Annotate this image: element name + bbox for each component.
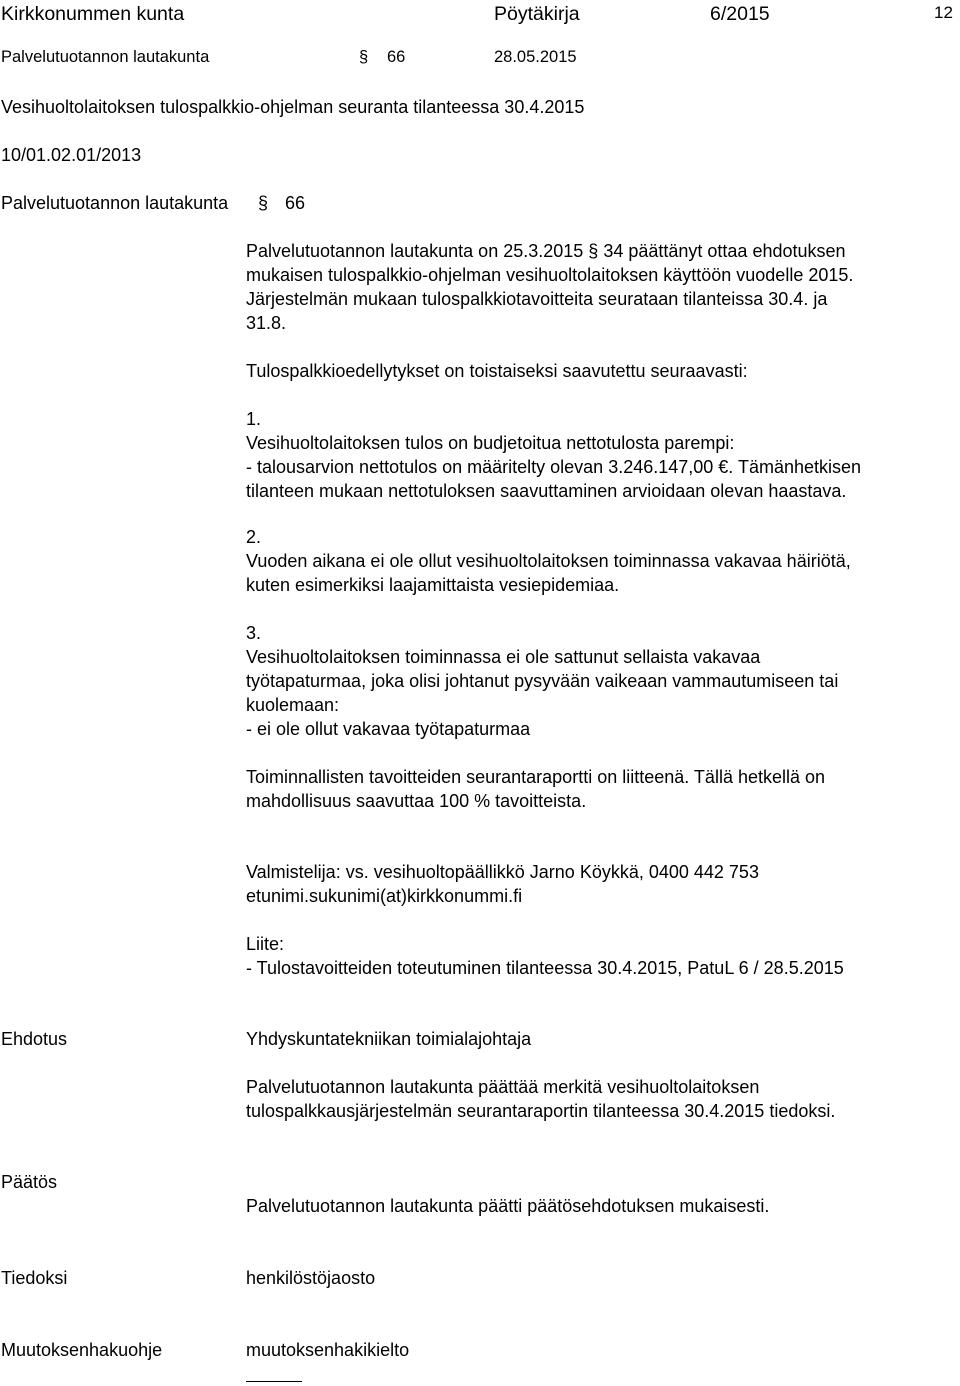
page-title: Vesihuoltolaitoksen tulospalkkio-ohjelman seuranta tilanteessa 30.4.2015	[1, 97, 585, 117]
item-line: työtapaturmaa, joka olisi johtanut pysyvään vaikeaan vammautumiseen tai	[246, 671, 839, 691]
info-label: Tiedoksi	[1, 1268, 68, 1288]
intro-line-2: mukaisen tulospalkkio-ohjelman vesihuoltolaitoksen käyttöön vuodelle 2015.	[246, 265, 854, 285]
section-symbol-icon: §	[588, 241, 599, 261]
municipality-name: Kirkkonummen kunta	[1, 3, 185, 25]
header-date: 28.05.2015	[494, 48, 577, 66]
item-number: 1.	[246, 409, 262, 429]
section-symbol-icon: §	[258, 193, 269, 213]
item-line: tilanteen mukaan nettotuloksen saavuttaminen arvioidaan olevan haastava.	[246, 481, 847, 501]
item-line: Vesihuoltolaitoksen toiminnassa ei ole sattunut sellaista vakavaa	[246, 647, 761, 667]
item-line: - talousarvion nettotulos on määritelty olevan 3.246.147,00 €. Tämänhetkisen	[246, 457, 862, 477]
proposal-author: Yhdyskuntatekniikan toimialajohtaja	[246, 1029, 532, 1049]
item-line: Vesihuoltolaitoksen tulos on budjetoitua nettotulosta parempi:	[246, 433, 735, 453]
section-symbol-icon: §	[359, 48, 369, 66]
document-type: Pöytäkirja	[494, 3, 580, 25]
proposal-label: Ehdotus	[1, 1029, 68, 1049]
conditions-intro: Tulospalkkioedellytykset on toistaiseksi saavutettu seuraavasti:	[246, 361, 748, 381]
item-line: - ei ole ollut vakavaa työtapaturmaa	[246, 719, 531, 739]
preparer-email: etunimi.sukunimi(at)kirkkonummi.fi	[246, 886, 523, 906]
preparer-line: Valmistelija: vs. vesihuoltopäällikkö Jarno Köykkä, 0400 442 753	[246, 862, 759, 882]
proposal-text-line: Palvelutuotannon lautakunta päättää merkitä vesihuoltolaitoksen	[246, 1077, 760, 1097]
report-note-line: Toiminnallisten tavoitteiden seurantaraportti on liitteenä. Tällä hetkellä on	[246, 767, 826, 787]
intro-line-3: Järjestelmän mukaan tulospalkkiotavoitteita seurataan tilanteissa 30.4. ja	[246, 289, 828, 309]
intro-line-1	[246, 239, 846, 263]
item-line: kuten esimerkiksi laajamittaista vesiepidemiaa.	[246, 575, 620, 595]
intro-text-b: 34 päättänyt ottaa ehdotuksen	[603, 241, 846, 261]
item-line: Vuoden aikana ei ole ollut vesihuoltolaitoksen toiminnassa vakavaa häiriötä,	[246, 551, 851, 571]
proposal-text-line: tulospalkkausjärjestelmän seurantaraportin tilanteessa 30.4.2015 tiedoksi.	[246, 1101, 836, 1121]
case-number: 10/01.02.01/2013	[1, 145, 142, 165]
attachment-label: Liite:	[246, 934, 285, 954]
info-text: henkilöstöjaosto	[246, 1268, 376, 1288]
signature-rule	[246, 1381, 302, 1382]
appeal-label: Muutoksenhakuohje	[1, 1340, 163, 1360]
header-body-name: Palvelutuotannon lautakunta	[1, 48, 210, 66]
intro-text-a: Palvelutuotannon lautakunta on 25.3.2015	[246, 241, 584, 261]
page-number: 12	[934, 3, 953, 22]
item-line: kuolemaan:	[246, 695, 340, 715]
attachment-item: - Tulostavoitteiden toteutuminen tilanteessa 30.4.2015, PatuL 6 / 28.5.2015	[246, 958, 844, 978]
item-number: 2.	[246, 527, 262, 547]
intro-line-4: 31.8.	[246, 313, 287, 333]
decision-text: Palvelutuotannon lautakunta päätti päätösehdotuksen mukaisesti.	[246, 1196, 770, 1216]
document-number: 6/2015	[710, 3, 770, 25]
prior-body-name: Palvelutuotannon lautakunta	[1, 193, 229, 213]
appeal-text: muutoksenhakikielto	[246, 1340, 410, 1360]
report-note-line: mahdollisuus saavuttaa 100 % tavoitteista.	[246, 791, 587, 811]
header-section-number: 66	[387, 48, 406, 66]
prior-section-number: 66	[285, 193, 306, 213]
item-number: 3.	[246, 623, 262, 643]
decision-label: Päätös	[1, 1172, 58, 1192]
